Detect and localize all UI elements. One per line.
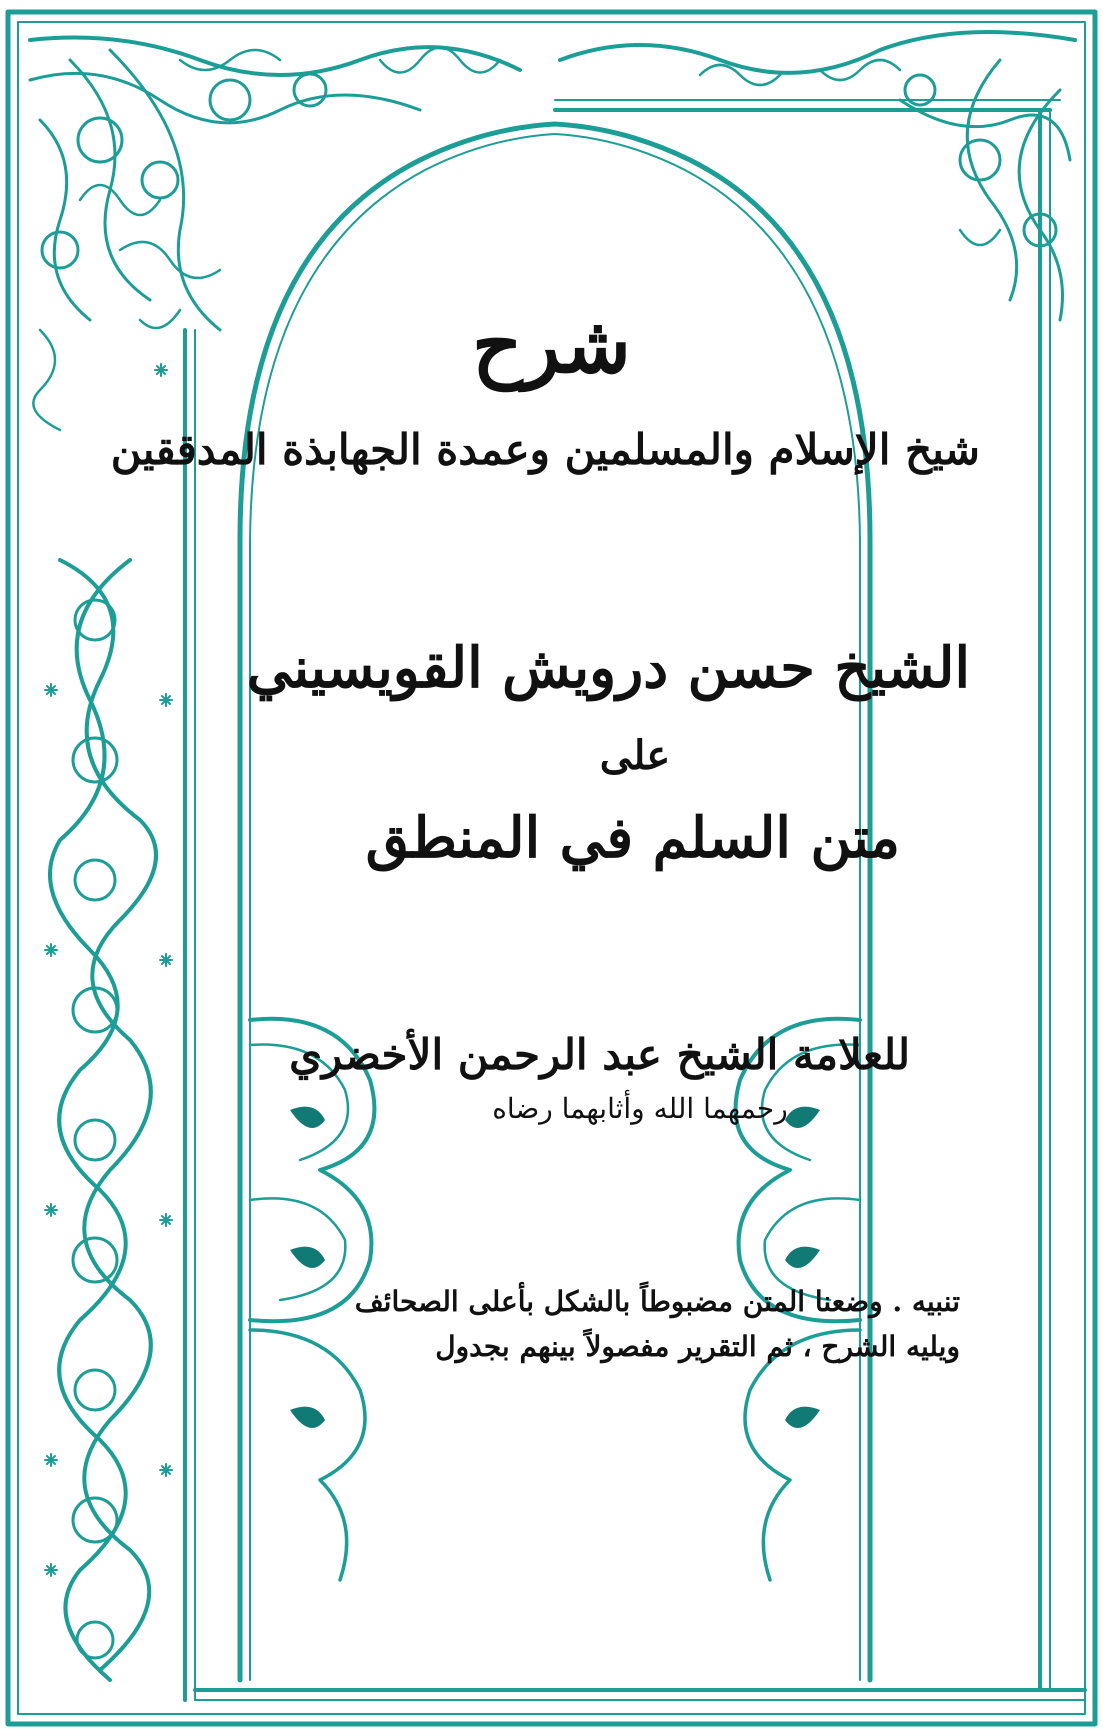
- commentator-name: الشيخ حسن درويش القويسيني: [246, 635, 970, 701]
- author-line: للعلامة الشيخ عبد الرحمن الأخضري: [289, 1030, 910, 1079]
- note-line-1: تنبيه . وضعنا المتن مضبوطاً بالشكل بأعلى الصحائف: [354, 1285, 960, 1318]
- cover-title: شرح: [472, 300, 631, 391]
- note-line-2: ويليه الشرح ، ثم التقرير مفصولاً بينهم بجدول: [435, 1330, 960, 1363]
- blessing-line: رحمهما الله وأثابهما رضاه: [492, 1092, 788, 1125]
- cover-subtitle: شيخ الإسلام والمسلمين وعمدة الجهابذة المدققين: [110, 425, 980, 474]
- preposition-ala: على: [599, 732, 671, 779]
- work-title: متن السلم في المنطق: [365, 805, 900, 871]
